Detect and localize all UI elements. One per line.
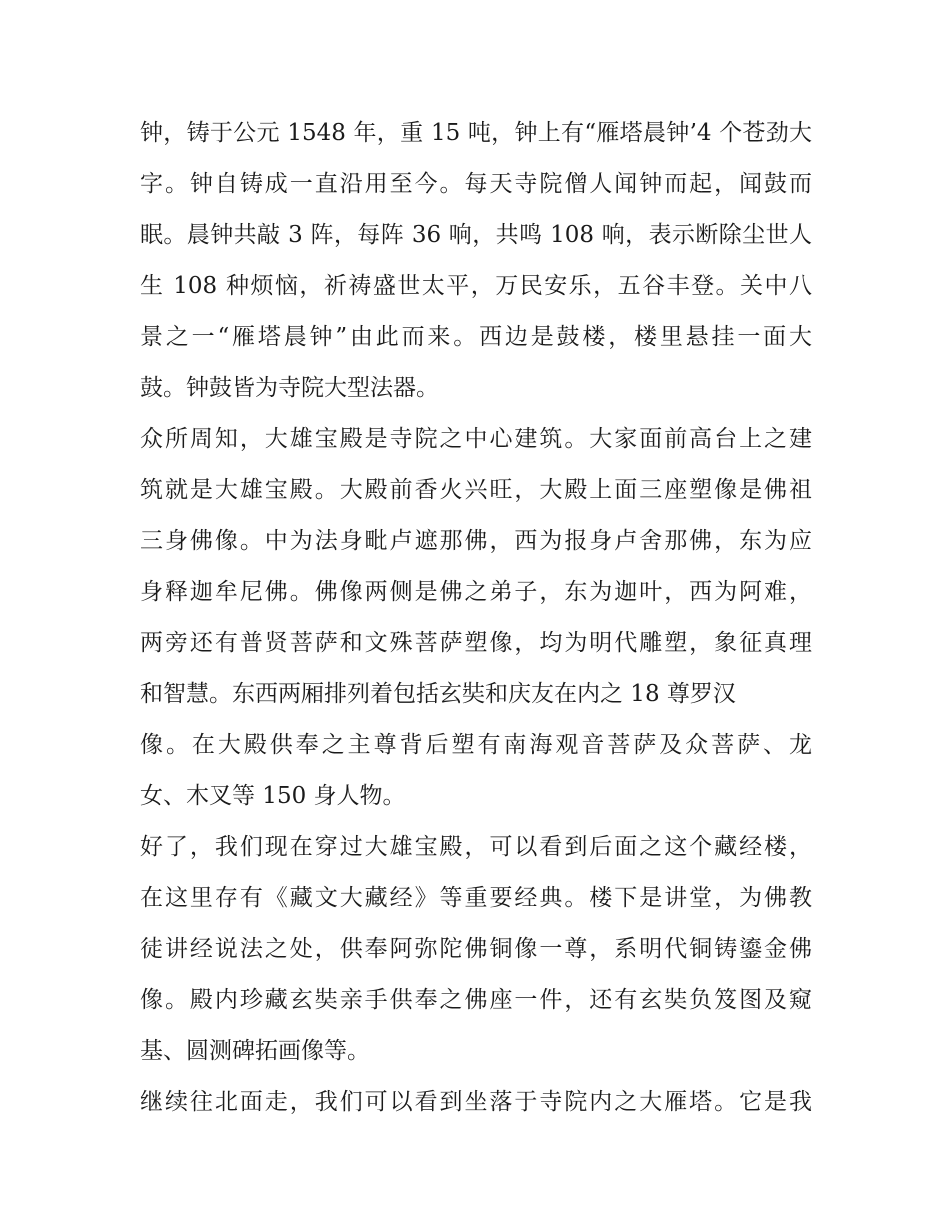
text-line: 像。在大殿供奉之主尊背后塑有南海观音菩萨及众菩萨、龙	[140, 732, 812, 758]
text-line: 像。殿内珍藏玄奘亲手供奉之佛座一件，还有玄奘负笈图及窥	[140, 987, 812, 1013]
text-line: 筑就是大雄宝殿。大殿前香火兴旺，大殿上面三座塑像是佛祖	[140, 477, 812, 503]
text-line: 鼓。钟鼓皆为寺院大型法器。	[140, 375, 439, 401]
text-line: 生 108 种烦恼，祈祷盛世太平，万民安乐，五谷丰登。关中八	[140, 273, 812, 299]
text-line: 三身佛像。中为法身毗卢遮那佛，西为报身卢舍那佛，东为应	[140, 528, 812, 554]
text-line: 基、圆测碑拓画像等。	[140, 1038, 370, 1064]
text-line: 钟，铸于公元 1548 年，重 15 吨，钟上有“雁塔晨钟’4 个苍劲大	[140, 120, 812, 146]
text-line: 徒讲经说法之处，供奉阿弥陀佛铜像一尊，系明代铜铸鎏金佛	[140, 936, 812, 962]
text-line: 眠。晨钟共敲 3 阵，每阵 36 响，共鸣 108 响，表示断除尘世人	[140, 222, 812, 248]
text-line: 好了，我们现在穿过大雄宝殿，可以看到后面之这个藏经楼，	[140, 834, 812, 860]
text-line: 字。钟自铸成一直沿用至今。每天寺院僧人闻钟而起，闻鼓而	[140, 171, 812, 197]
text-line: 在这里存有《藏文大藏经》等重要经典。楼下是讲堂，为佛教	[140, 885, 812, 911]
text-line: 身释迦牟尼佛。佛像两侧是佛之弟子，东为迦叶，西为阿难，	[140, 579, 812, 605]
document-body	[140, 108, 812, 1128]
text-line: 众所周知，大雄宝殿是寺院之中心建筑。大家面前高台上之建	[140, 426, 812, 452]
text-line: 女、木叉等 150 身人物。	[140, 783, 406, 809]
text-line: 两旁还有普贤菩萨和文殊菩萨塑像，均为明代雕塑，象征真理	[140, 630, 812, 656]
text-line: 和智慧。东西两厢排列着包括玄奘和庆友在内之 18 尊罗汉	[140, 681, 736, 707]
text-line: 景之一“雁塔晨钟”由此而来。西边是鼓楼，楼里悬挂一面大	[140, 324, 812, 350]
text-line: 继续往北面走，我们可以看到坐落于寺院内之大雁塔。它是我	[140, 1089, 812, 1115]
